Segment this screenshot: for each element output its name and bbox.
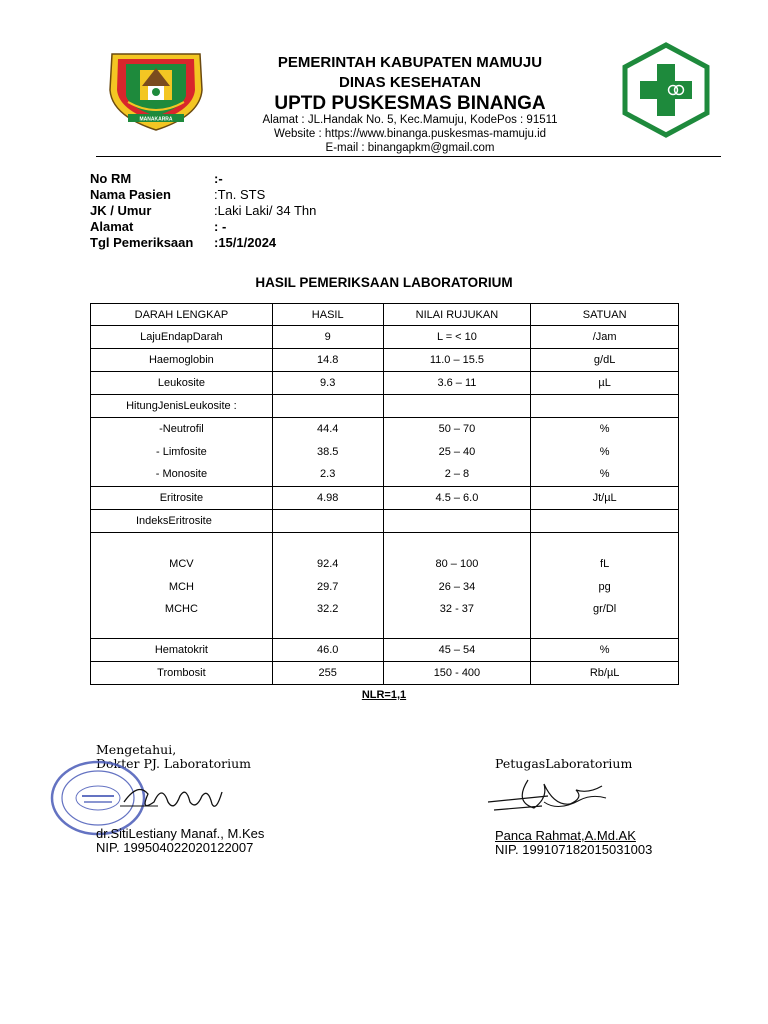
- patient-value: :Laki Laki/ 34 Thn: [214, 203, 317, 218]
- patient-value: :15/1/2024: [214, 235, 277, 250]
- test-result: 46.0: [272, 638, 383, 661]
- column-header: SATUAN: [531, 304, 679, 326]
- column-header: NILAI RUJUKAN: [383, 304, 531, 326]
- acknowledged-label: Mengetahui,: [96, 742, 177, 757]
- test-reference: 4.5 – 6.0: [383, 486, 531, 509]
- differential-references: [383, 418, 531, 487]
- table-row: [91, 326, 679, 349]
- test-result: 14.8: [272, 349, 383, 372]
- header-address: Alamat : JL.Handak No. 5, Kec.Mamuju, KodePos : 91511: [262, 114, 558, 126]
- test-group-name: IndeksEritrosite: [91, 509, 273, 532]
- header-department: DINAS KESEHATAN: [339, 74, 481, 91]
- patient-key: Tgl Pemeriksaan: [90, 235, 194, 250]
- patient-value: : -: [214, 219, 227, 234]
- test-result: 9.3: [272, 372, 383, 395]
- test-name: MCHC: [164, 603, 198, 616]
- puskesmas-logo: [619, 42, 713, 138]
- column-header: HASIL: [272, 304, 383, 326]
- test-name: - Monosite: [155, 468, 208, 480]
- indices-names: [91, 532, 273, 638]
- test-unit: /Jam: [531, 326, 679, 349]
- test-group-name: HitungJenisLeukosite :: [91, 395, 273, 418]
- test-unit: fL: [600, 558, 610, 571]
- empty-cell: [383, 509, 531, 532]
- test-name: Leukosite: [91, 372, 273, 395]
- test-name: Haemoglobin: [91, 349, 273, 372]
- test-name: Eritrosite: [91, 486, 273, 509]
- test-reference: 45 – 54: [383, 638, 531, 661]
- test-name: Hematokrit: [91, 638, 273, 661]
- table-row: [91, 509, 679, 532]
- doctor-name: dr.SitiLestiany Manaf., M.Kes: [96, 826, 265, 841]
- test-result: 32.2: [316, 603, 339, 616]
- column-header: DARAH LENGKAP: [91, 304, 273, 326]
- lab-results-table: [90, 303, 679, 685]
- table-row-differential: [91, 418, 679, 487]
- patient-key: Nama Pasien: [90, 187, 171, 202]
- header-website: Website : https://www.binanga.puskesmas-mamuju.id: [273, 128, 547, 140]
- test-result: 2.3: [320, 468, 336, 480]
- officer-nip: NIP. 199107182015031003: [495, 842, 653, 857]
- test-unit: %: [531, 638, 679, 661]
- table-row: [91, 661, 679, 684]
- table-header-row: [91, 304, 679, 326]
- officer-name: Panca Rahmat,A.Md.AK: [495, 828, 636, 843]
- doctor-signature: [118, 772, 228, 822]
- indices-units: [531, 532, 679, 638]
- test-reference: 25 – 40: [438, 445, 476, 458]
- table-row: [91, 395, 679, 418]
- test-reference: 11.0 – 15.5: [383, 349, 531, 372]
- nlr-value: [0, 689, 768, 701]
- test-name: -Neutrofil: [159, 423, 204, 435]
- table-row: [91, 486, 679, 509]
- test-reference: 50 – 70: [438, 423, 476, 435]
- test-reference: L = < 10: [383, 326, 531, 349]
- test-reference: 150 - 400: [383, 661, 531, 684]
- test-unit: %: [599, 423, 610, 435]
- officer-signature: [484, 772, 614, 824]
- test-name: MCH: [168, 580, 194, 593]
- test-unit: %: [599, 445, 610, 458]
- doctor-title: Dokter PJ. Laboratorium: [96, 756, 252, 771]
- test-result: 4.98: [272, 486, 383, 509]
- test-result: 44.4: [316, 423, 339, 435]
- patient-value: :Tn. STS: [214, 187, 266, 202]
- test-reference: 2 – 8: [444, 468, 470, 480]
- test-result: 92.4: [316, 558, 339, 571]
- table-row: [91, 638, 679, 661]
- test-name: Trombosit: [91, 661, 273, 684]
- patient-key: JK / Umur: [90, 203, 152, 218]
- patient-value: :-: [214, 171, 223, 186]
- test-unit: pg: [598, 580, 611, 593]
- test-name: - Limfosite: [156, 445, 207, 458]
- test-unit: Rb/µL: [531, 661, 679, 684]
- test-result: 255: [272, 661, 383, 684]
- test-name: LajuEndapDarah: [91, 326, 273, 349]
- table-row: [91, 349, 679, 372]
- table-row-indices: [91, 532, 679, 638]
- header-facility: UPTD PUSKESMAS BINANGA: [274, 93, 546, 114]
- test-reference: 80 – 100: [435, 558, 479, 571]
- indices-references: [383, 532, 531, 638]
- test-reference: 26 – 34: [438, 580, 476, 593]
- test-result: 38.5: [316, 445, 339, 458]
- lab-officer-title: PetugasLaboratorium: [495, 756, 633, 771]
- table-row: [91, 372, 679, 395]
- empty-cell: [272, 509, 383, 532]
- header-email: E-mail : binangapkm@gmail.com: [325, 142, 495, 154]
- test-unit: gr/Dl: [593, 603, 617, 616]
- doctor-nip: NIP. 199504022020122007: [96, 840, 254, 855]
- differential-units: [531, 418, 679, 487]
- nlr-text: NLR=1,1: [361, 689, 407, 701]
- header-divider: [96, 156, 721, 157]
- patient-key: Alamat: [90, 219, 134, 234]
- empty-cell: [531, 395, 679, 418]
- differential-results: [272, 418, 383, 487]
- header-government: PEMERINTAH KABUPATEN MAMUJU: [277, 54, 543, 71]
- test-name: MCV: [169, 558, 194, 571]
- test-reference: 3.6 – 11: [383, 372, 531, 395]
- patient-key: No RM: [90, 171, 132, 186]
- test-result: 29.7: [316, 580, 339, 593]
- differential-names: [91, 418, 273, 487]
- test-unit: %: [599, 468, 610, 480]
- report-title: HASIL PEMERIKSAAN LABORATORIUM: [255, 275, 513, 290]
- regency-emblem-logo: [106, 46, 206, 132]
- test-unit: µL: [531, 372, 679, 395]
- test-reference: 32 - 37: [439, 603, 475, 616]
- empty-cell: [272, 395, 383, 418]
- empty-cell: [383, 395, 531, 418]
- test-unit: g/dL: [531, 349, 679, 372]
- test-unit: Jt/µL: [531, 486, 679, 509]
- empty-cell: [531, 509, 679, 532]
- logo-banner-text: MANAKARRA: [139, 116, 173, 123]
- indices-results: [272, 532, 383, 638]
- test-result: 9: [272, 326, 383, 349]
